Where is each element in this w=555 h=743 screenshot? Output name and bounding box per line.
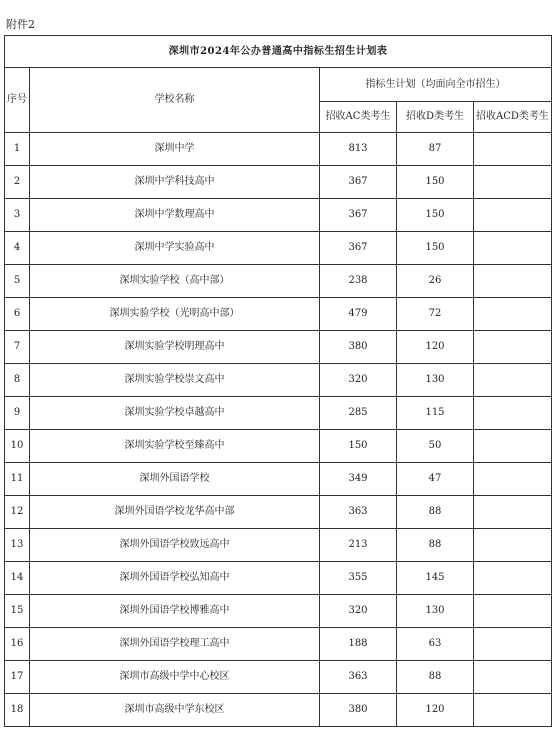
row-number: 18	[5, 694, 30, 727]
ac-quota: 380	[320, 331, 397, 364]
row-number: 7	[5, 331, 30, 364]
row-number: 6	[5, 298, 30, 331]
table-row	[5, 265, 552, 298]
table-row	[5, 166, 552, 199]
table-row	[5, 331, 552, 364]
ac-quota: 320	[320, 595, 397, 628]
school-name: 深圳实验学校至臻高中	[30, 430, 320, 463]
school-name: 深圳外国语学校致远高中	[30, 529, 320, 562]
d-quota: 50	[397, 430, 474, 463]
row-number: 10	[5, 430, 30, 463]
ac-quota: 367	[320, 166, 397, 199]
school-name: 深圳外国语学校博雅高中	[30, 595, 320, 628]
d-quota: 88	[397, 529, 474, 562]
ac-quota: 363	[320, 661, 397, 694]
row-number: 17	[5, 661, 30, 694]
row-number: 8	[5, 364, 30, 397]
header-acd-students: 招收ACD类考生	[474, 102, 552, 133]
d-quota: 120	[397, 331, 474, 364]
ac-quota: 355	[320, 562, 397, 595]
d-quota: 150	[397, 166, 474, 199]
row-number: 5	[5, 265, 30, 298]
ac-quota: 380	[320, 694, 397, 727]
row-number: 3	[5, 199, 30, 232]
d-quota: 130	[397, 364, 474, 397]
acd-quota	[474, 397, 552, 430]
acd-quota	[474, 199, 552, 232]
ac-quota: 349	[320, 463, 397, 496]
d-quota: 26	[397, 265, 474, 298]
ac-quota: 367	[320, 232, 397, 265]
attachment-label: 附件2	[6, 18, 35, 31]
row-number: 13	[5, 529, 30, 562]
acd-quota	[474, 331, 552, 364]
school-name: 深圳外国语学校理工高中	[30, 628, 320, 661]
table-row	[5, 496, 552, 529]
header-ac-students: 招收AC类考生	[320, 102, 397, 133]
school-name: 深圳实验学校卓越高中	[30, 397, 320, 430]
d-quota: 145	[397, 562, 474, 595]
row-number: 12	[5, 496, 30, 529]
row-number: 14	[5, 562, 30, 595]
table-row	[5, 463, 552, 496]
row-number: 15	[5, 595, 30, 628]
school-name: 深圳中学实验高中	[30, 232, 320, 265]
row-number: 16	[5, 628, 30, 661]
ac-quota: 188	[320, 628, 397, 661]
table-row	[5, 397, 552, 430]
header-d-students: 招收D类考生	[397, 102, 474, 133]
table-row	[5, 133, 552, 166]
school-name: 深圳市高级中学中心校区	[30, 661, 320, 694]
d-quota: 120	[397, 694, 474, 727]
ac-quota: 285	[320, 397, 397, 430]
ac-quota: 367	[320, 199, 397, 232]
school-name: 深圳中学数理高中	[30, 199, 320, 232]
acd-quota	[474, 463, 552, 496]
table-title: 深圳市2024年公办普通高中指标生招生计划表	[5, 36, 552, 68]
acd-quota	[474, 265, 552, 298]
ac-quota: 238	[320, 265, 397, 298]
table-row	[5, 232, 552, 265]
row-number: 4	[5, 232, 30, 265]
ac-quota: 363	[320, 496, 397, 529]
row-number: 2	[5, 166, 30, 199]
school-name: 深圳实验学校明理高中	[30, 331, 320, 364]
ac-quota: 213	[320, 529, 397, 562]
d-quota: 72	[397, 298, 474, 331]
d-quota: 88	[397, 661, 474, 694]
table-row	[5, 364, 552, 397]
d-quota: 115	[397, 397, 474, 430]
d-quota: 63	[397, 628, 474, 661]
acd-quota	[474, 562, 552, 595]
table-row	[5, 430, 552, 463]
acd-quota	[474, 628, 552, 661]
school-name: 深圳实验学校崇文高中	[30, 364, 320, 397]
acd-quota	[474, 364, 552, 397]
header-school-name: 学校名称	[30, 68, 320, 133]
school-name: 深圳实验学校（光明高中部）	[30, 298, 320, 331]
row-number: 1	[5, 133, 30, 166]
header-plan-group: 指标生计划（均面向全市招生）	[320, 68, 552, 102]
school-name: 深圳外国语学校弘知高中	[30, 562, 320, 595]
ac-quota: 150	[320, 430, 397, 463]
d-quota: 88	[397, 496, 474, 529]
table-row	[5, 199, 552, 232]
acd-quota	[474, 496, 552, 529]
school-name: 深圳外国语学校龙华高中部	[30, 496, 320, 529]
acd-quota	[474, 430, 552, 463]
school-name: 深圳外国语学校	[30, 463, 320, 496]
enrollment-plan-table	[4, 35, 552, 727]
acd-quota	[474, 661, 552, 694]
d-quota: 150	[397, 199, 474, 232]
acd-quota	[474, 529, 552, 562]
school-name: 深圳中学科技高中	[30, 166, 320, 199]
table-row	[5, 298, 552, 331]
acd-quota	[474, 298, 552, 331]
school-name: 深圳中学	[30, 133, 320, 166]
table-row	[5, 529, 552, 562]
table-row	[5, 628, 552, 661]
ac-quota: 813	[320, 133, 397, 166]
table-row	[5, 562, 552, 595]
row-number: 11	[5, 463, 30, 496]
ac-quota: 479	[320, 298, 397, 331]
d-quota: 130	[397, 595, 474, 628]
d-quota: 150	[397, 232, 474, 265]
d-quota: 47	[397, 463, 474, 496]
school-name: 深圳实验学校（高中部）	[30, 265, 320, 298]
acd-quota	[474, 694, 552, 727]
header-index: 序号	[5, 68, 30, 133]
acd-quota	[474, 133, 552, 166]
ac-quota: 320	[320, 364, 397, 397]
school-name: 深圳市高级中学东校区	[30, 694, 320, 727]
acd-quota	[474, 595, 552, 628]
acd-quota	[474, 232, 552, 265]
acd-quota	[474, 166, 552, 199]
d-quota: 87	[397, 133, 474, 166]
table-row	[5, 661, 552, 694]
table-row	[5, 595, 552, 628]
row-number: 9	[5, 397, 30, 430]
table-row	[5, 694, 552, 727]
